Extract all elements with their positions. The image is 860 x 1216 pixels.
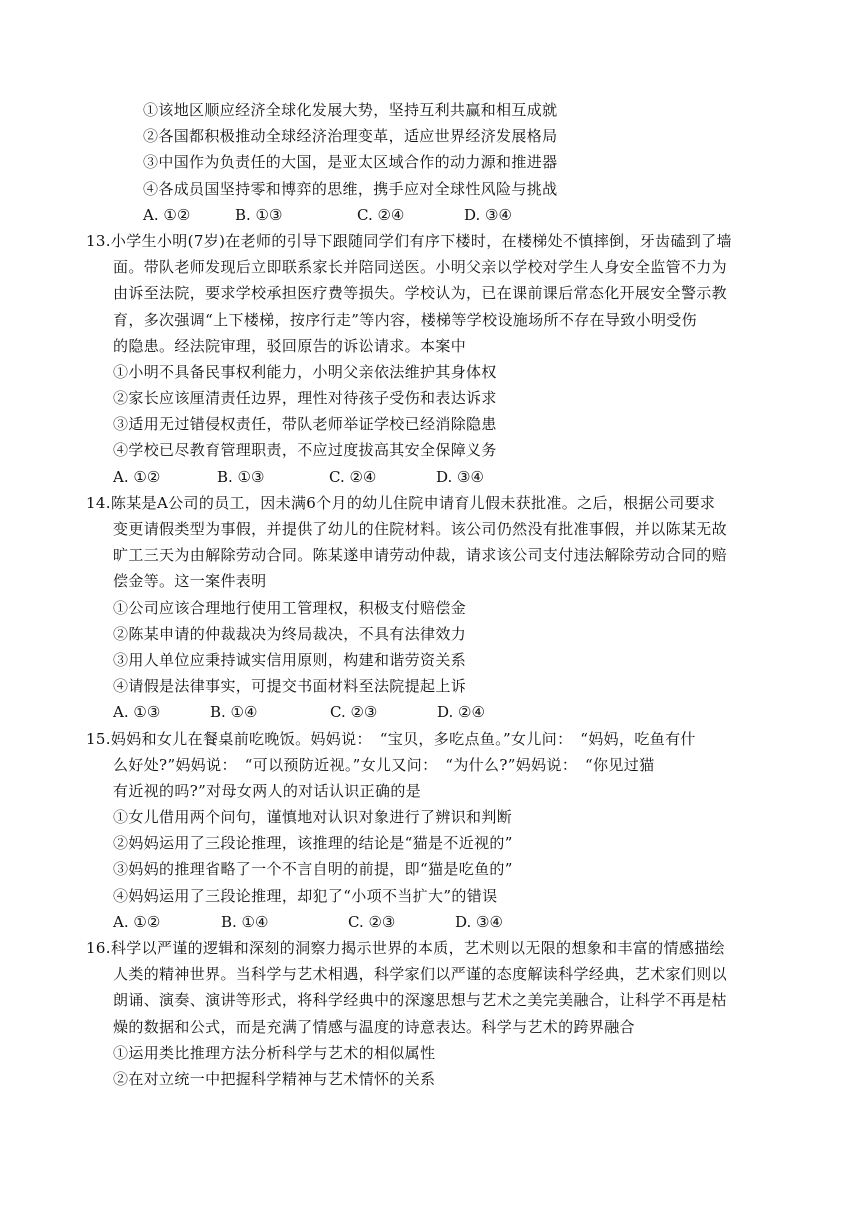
q13-item-1: ①小明不具备民事权利能力，小明父亲依法维护其身体权 <box>113 362 497 381</box>
question-sheet <box>86 97 753 1092</box>
q13-stem-line-5: 的隐患。经法院审理，驳回原告的诉讼请求。本案中 <box>113 336 467 355</box>
q14-options <box>113 699 753 725</box>
q15-option-c: C. ②③ <box>348 912 396 931</box>
q14-stem-line-4: 偿金等。这一案件表明 <box>113 572 267 591</box>
q15-stem-text-1: 妈妈和女儿在餐桌前吃晚饭。妈妈说： “宝贝，多吃点鱼。”女儿问： “妈妈，吃鱼有什 <box>110 729 696 748</box>
q13-number: 13. <box>86 231 111 250</box>
q15-option-d: D. ③④ <box>455 912 503 931</box>
question-14 <box>86 490 753 726</box>
q15-item-2: ②妈妈运用了三段论推理，该推理的结论是“猫是不近视的” <box>113 834 513 853</box>
q13-options <box>113 464 753 490</box>
question-16 <box>86 935 753 1092</box>
q15-option-b: B. ①④ <box>221 912 269 931</box>
q13-stem-line-1 <box>86 228 753 254</box>
q12-item-1: ①该地区顺应经济全球化发展大势，坚持互利共赢和相互成就 <box>143 101 558 119</box>
q12-item-3: ③中国作为负责任的大国，是亚太区域合作的动力源和推进器 <box>143 153 558 172</box>
q12-option-b: B. ①③ <box>235 205 283 224</box>
q15-options <box>113 909 753 935</box>
q13-option-b: B. ①③ <box>217 467 265 486</box>
q15-number: 15. <box>86 729 111 748</box>
q16-number: 16. <box>86 939 111 957</box>
q16-stem-text-1: 科学以严谨的逻辑和深刻的洞察力揭示世界的本质，艺术则以无限的想象和丰富的情感描绘 <box>110 939 725 957</box>
q14-stem-line-3: 旷工三天为由解除劳动合同。陈某遂申请劳动仲裁，请求该公司支付违法解除劳动合同的赔 <box>113 546 728 565</box>
q16-item-1: ①运用类比推理方法分析科学与艺术的相似属性 <box>113 1043 436 1062</box>
q12-option-c: C. ②④ <box>357 205 405 224</box>
q16-stem-line-4: 燥的数据和公式，而是充满了情感与温度的诗意表达。科学与艺术的跨界融合 <box>113 1017 635 1036</box>
q14-stem-line-2: 变更请假类型为事假，并提供了幼儿的住院材料。该公司仍然没有批准事假，并以陈某无故 <box>113 520 728 538</box>
q15-stem-line-1 <box>86 726 753 752</box>
q12-item-4: ④各成员国坚持零和博弈的思维，携手应对全球性风险与挑战 <box>143 179 558 198</box>
q13-option-d: D. ③④ <box>436 467 484 486</box>
q16-stem-line-1 <box>86 935 753 961</box>
q14-option-a: A. ①③ <box>113 703 161 722</box>
q14-item-3: ③用人单位应秉持诚实信用原则，构建和谐劳资关系 <box>113 650 467 669</box>
q16-stem-line-2: 人类的精神世界。当科学与艺术相遇，科学家们以严谨的态度解读科学经典，艺术家们则以 <box>113 965 728 984</box>
q15-stem-line-3: 有近视的吗?”对母女两人的对话认识正确的是 <box>113 781 422 800</box>
q15-item-3: ③妈妈的推理省略了一个不言自明的前提，即“猫是吃鱼的” <box>113 860 513 879</box>
q13-item-2: ②家长应该厘清责任边界，理性对待孩子受伤和表达诉求 <box>113 389 497 408</box>
q14-item-4: ④请假是法律事实，可提交书面材料至法院提起上诉 <box>113 677 467 696</box>
question-13 <box>86 228 753 490</box>
q16-stem-line-3: 朗诵、演奏、演讲等形式，将科学经典中的深邃思想与艺术之美完美融合，让科学不再是枯 <box>113 991 728 1010</box>
q15-item-1: ①女儿借用两个问句，谨慎地对认识对象进行了辨识和判断 <box>113 808 513 827</box>
q13-option-a: A. ①② <box>113 467 161 486</box>
q14-number: 14. <box>86 493 111 512</box>
q14-option-d: D. ②④ <box>437 703 485 722</box>
q15-stem-line-2: 么好处?”妈妈说： “可以预防近视。”女儿又问： “为什么?”妈妈说： “你见过猫 <box>113 755 655 774</box>
q12-option-d: D. ③④ <box>464 205 512 224</box>
q14-item-2: ②陈某申请的仲裁裁决为终局裁决，不具有法律效力 <box>113 624 467 643</box>
q14-stem-text-1: 陈某是A公司的员工，因未满6个月的幼儿住院申请育儿假未获批准。之后，根据公司要求 <box>110 493 716 512</box>
q13-item-3: ③适用无过错侵权责任，带队老师举证学校已经消除隐患 <box>113 415 497 434</box>
q13-stem-text-1: 小学生小明(7岁)在老师的引导下跟随同学们有序下楼时，在楼梯处不慎摔倒，牙齿磕到了墙 <box>110 231 732 250</box>
q13-stem-line-4: 育，多次强调“上下楼梯，按序行走”等内容，楼梯等学校设施场所不存在导致小明受伤 <box>113 310 697 329</box>
q14-item-1: ①公司应该合理地行使用工管理权，积极支付赔偿金 <box>113 598 467 617</box>
q13-option-c: C. ②④ <box>329 467 377 486</box>
question-12 <box>113 97 753 228</box>
q14-option-b: B. ①④ <box>210 703 258 722</box>
q16-item-2: ②在对立统一中把握科学精神与艺术情怀的关系 <box>113 1069 436 1088</box>
question-15 <box>86 726 753 936</box>
q15-item-4: ④妈妈运用了三段论推理，却犯了“小项不当扩大”的错误 <box>113 886 498 905</box>
q12-item-2: ②各国都积极推动全球经济治理变革，适应世界经济发展格局 <box>143 127 558 146</box>
q12-options <box>113 202 753 228</box>
q13-stem-line-3: 由诉至法院，要求学校承担医疗费等损失。学校认为，已在课前课后常态化开展安全警示教 <box>113 284 728 303</box>
q15-option-a: A. ①② <box>113 912 161 931</box>
q12-option-a: A. ①② <box>143 205 191 224</box>
q13-stem-line-2: 面。带队老师发现后立即联系家长并陪同送医。小明父亲以学校对学生人身安全监管不力为 <box>113 258 728 277</box>
q14-option-c: C. ②③ <box>330 703 378 722</box>
q13-item-4: ④学校已尽教育管理职责，不应过度拔高其安全保障义务 <box>113 441 497 460</box>
q14-stem-line-1 <box>86 490 753 516</box>
